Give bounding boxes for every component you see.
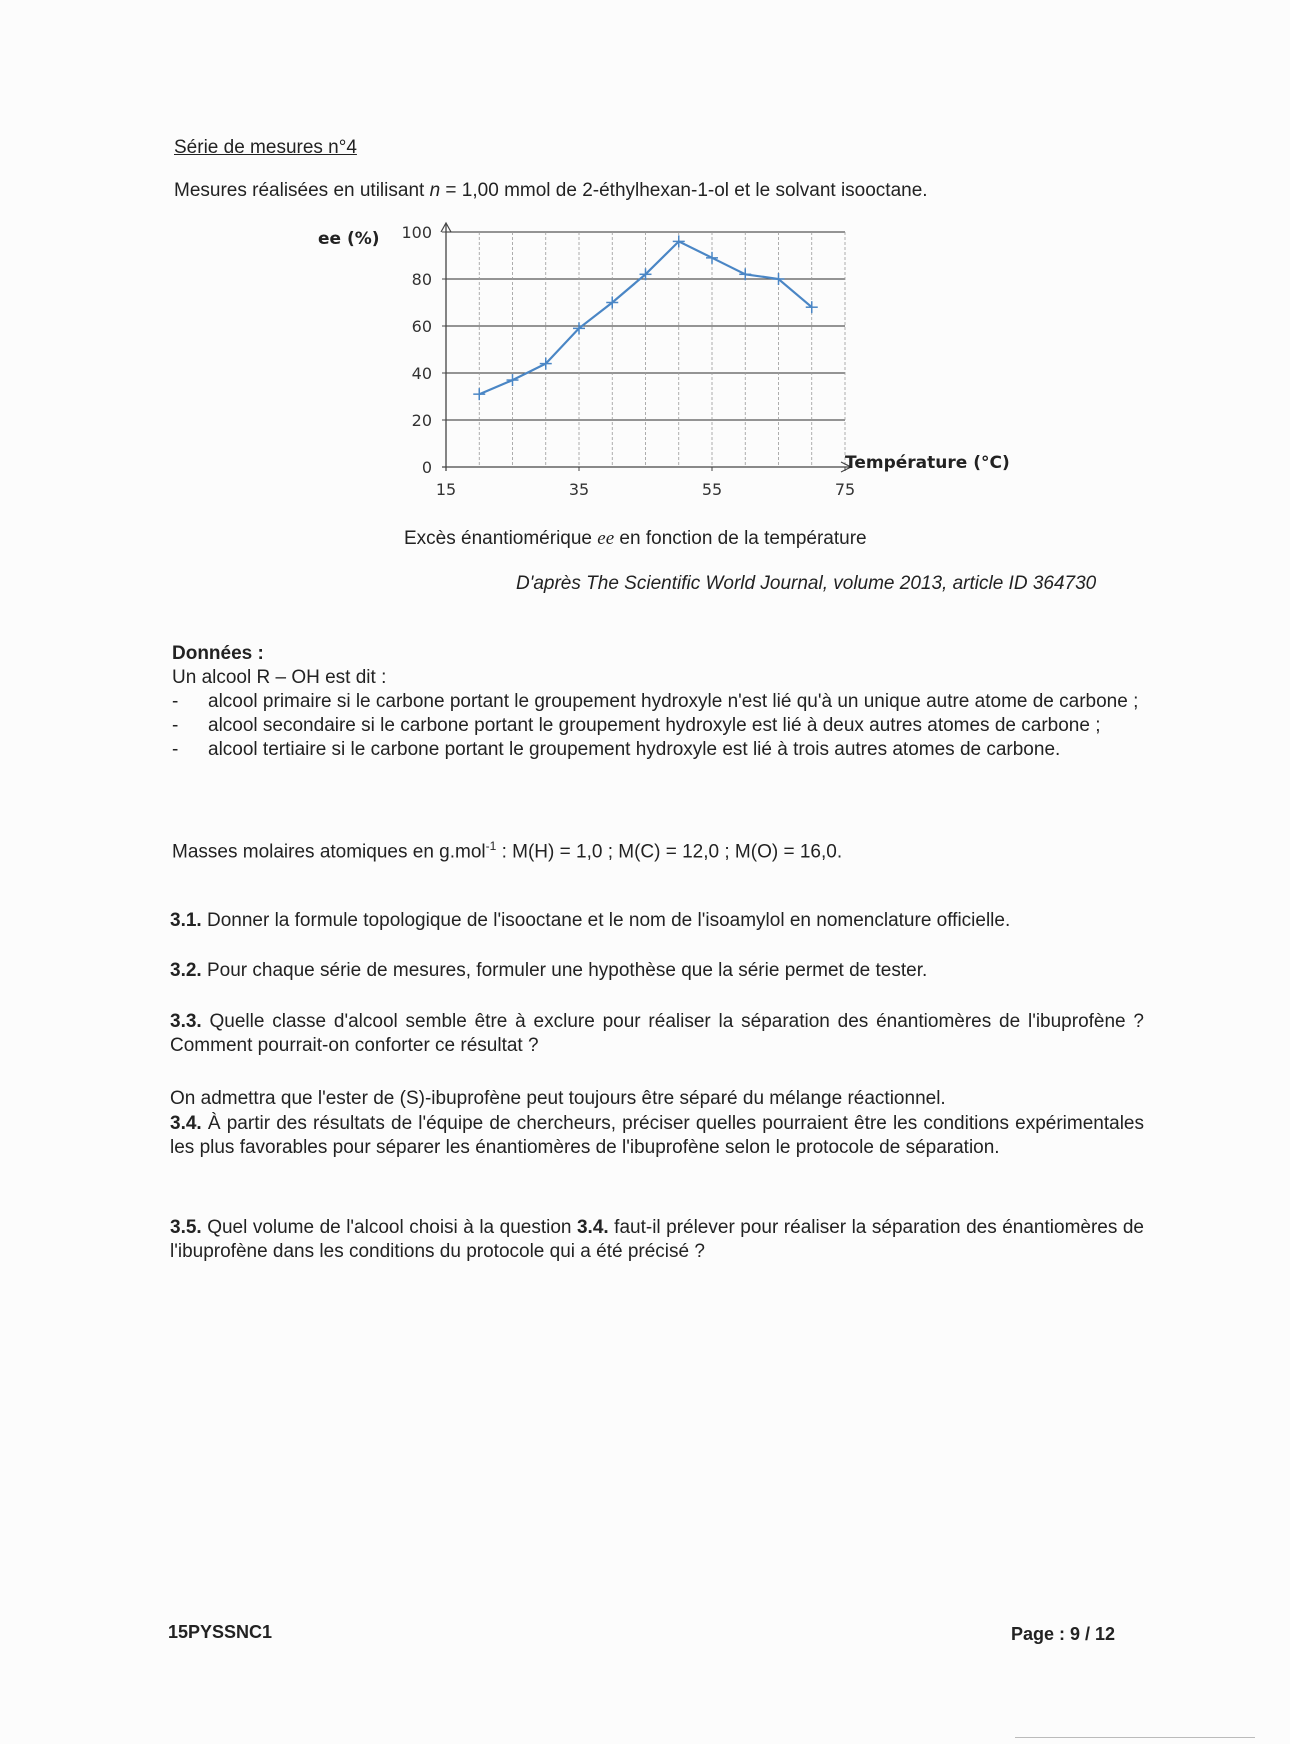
intro-text-before: Mesures réalisées en utilisant [174,180,430,201]
list-item-text: alcool primaire si le carbone portant le groupement hydroxyle n'est lié qu'à un unique autre atome de carbone ; [208,691,1139,712]
data-point [706,252,718,264]
question-reference: 3.4. [576,1217,609,1238]
chart-axes [441,223,851,472]
question-text: Quel volume de l'alcool choisi à la question [201,1217,577,1238]
chart-caption [404,527,964,551]
question-3-1 [170,909,1144,933]
list-item-text: alcool secondaire si le carbone portant le groupement hydroxyle est lié à deux autres atomes de carbone ; [208,715,1101,736]
question-number: 3.1. [170,910,202,931]
list-dash: - [172,715,179,736]
list-item [172,738,1142,762]
y-tick-label: 20 [411,411,432,430]
question-text: À partir des résultats de l'équipe de chercheurs, préciser quelles pourraient être les conditions expérimentales les plus favorables pour séparer les énantiomères de l'ibuprofène selon le protocole de séparation. [170,1113,1144,1158]
question-number: 3.3. [170,1011,202,1032]
list-dash: - [172,739,179,760]
list-dash: - [172,691,179,712]
list-item [172,714,1142,738]
chart-xlabel: Température (°C) [845,453,1010,473]
question-number: 3.2. [170,960,202,981]
question-text: faut-il prélever pour réaliser la séparation des énantiomères de l'ibuprofène dans les conditions du protocole qui a été précisé ? [170,1217,1144,1262]
chart-ylabel: ee (%) [318,229,380,249]
y-tick-label: 60 [411,317,432,336]
bottom-divider [1015,1737,1255,1738]
y-tick-label: 0 [421,458,432,477]
data-point [507,374,519,386]
masses-after: : M(H) = 1,0 ; M(C) = 12,0 ; M(O) = 16,0. [496,841,843,863]
x-tick-label: 75 [834,480,856,499]
source-citation: D'après The Scientific World Journal, volume 2013, article ID 364730 [516,573,1097,594]
data-point [473,388,485,400]
x-tick-label: 15 [435,480,457,499]
question-number: 3.4. [170,1113,202,1134]
question-text: Pour chaque série de mesures, formuler une hypothèse que la série permet de tester. [201,960,928,981]
donnees-intro: Un alcool R – OH est dit : [172,667,387,688]
x-tick-label: 35 [568,480,590,499]
question-text: Quelle classe d'alcool semble être à exclure pour réaliser la séparation des énantiomères de l'ibuprofène ? Comment pourrait-on conforter ce résultat ? [170,1011,1144,1056]
y-tick-label: 40 [411,364,432,383]
intro-variable: n [429,180,441,201]
masses-exponent: -1 [485,839,497,853]
note-ester: On admettra que l'ester de (S)-ibuprofène peut toujours être séparé du mélange réactionnel. [170,1088,946,1109]
footer-code: 15PYSSNC1 [168,1622,273,1642]
donnees-section [172,642,1142,762]
caption-variable: ee [597,528,615,549]
list-item [172,690,1142,714]
donnees-title: Données : [172,643,264,664]
caption-after: en fonction de la température [614,528,867,549]
question-text: Donner la formule topologique de l'isooctane et le nom de l'isoamylol en nomenclature officielle. [201,910,1011,931]
y-tick-label: 80 [411,270,432,289]
alcool-classes-list [172,690,1142,762]
caption-before: Excès énantiomérique [404,528,598,549]
question-3-5 [170,1216,1144,1264]
question-3-4 [170,1112,1144,1160]
ee-temperature-chart [300,215,1020,515]
question-number: 3.5. [170,1217,202,1238]
chart-grid [446,232,845,467]
y-tick-label: 100 [401,223,432,242]
masses-before: Masses molaires atomiques en g.mol [172,841,486,863]
serie-intro [174,179,928,203]
x-tick-label: 55 [701,480,723,499]
serie-title: Série de mesures n°4 [174,137,357,158]
question-3-2 [170,959,1144,983]
chart-tick-labels [401,223,855,499]
footer-page-number: Page : 9 / 12 [1011,1624,1116,1644]
intro-text-after: = 1,00 mmol de 2-éthylhexan-1-ol et le solvant isooctane. [440,180,928,201]
masses-molaires [172,834,842,864]
list-item-text: alcool tertiaire si le carbone portant le groupement hydroxyle est lié à trois autres atomes de carbone. [208,739,1061,760]
question-3-3 [170,1010,1144,1058]
